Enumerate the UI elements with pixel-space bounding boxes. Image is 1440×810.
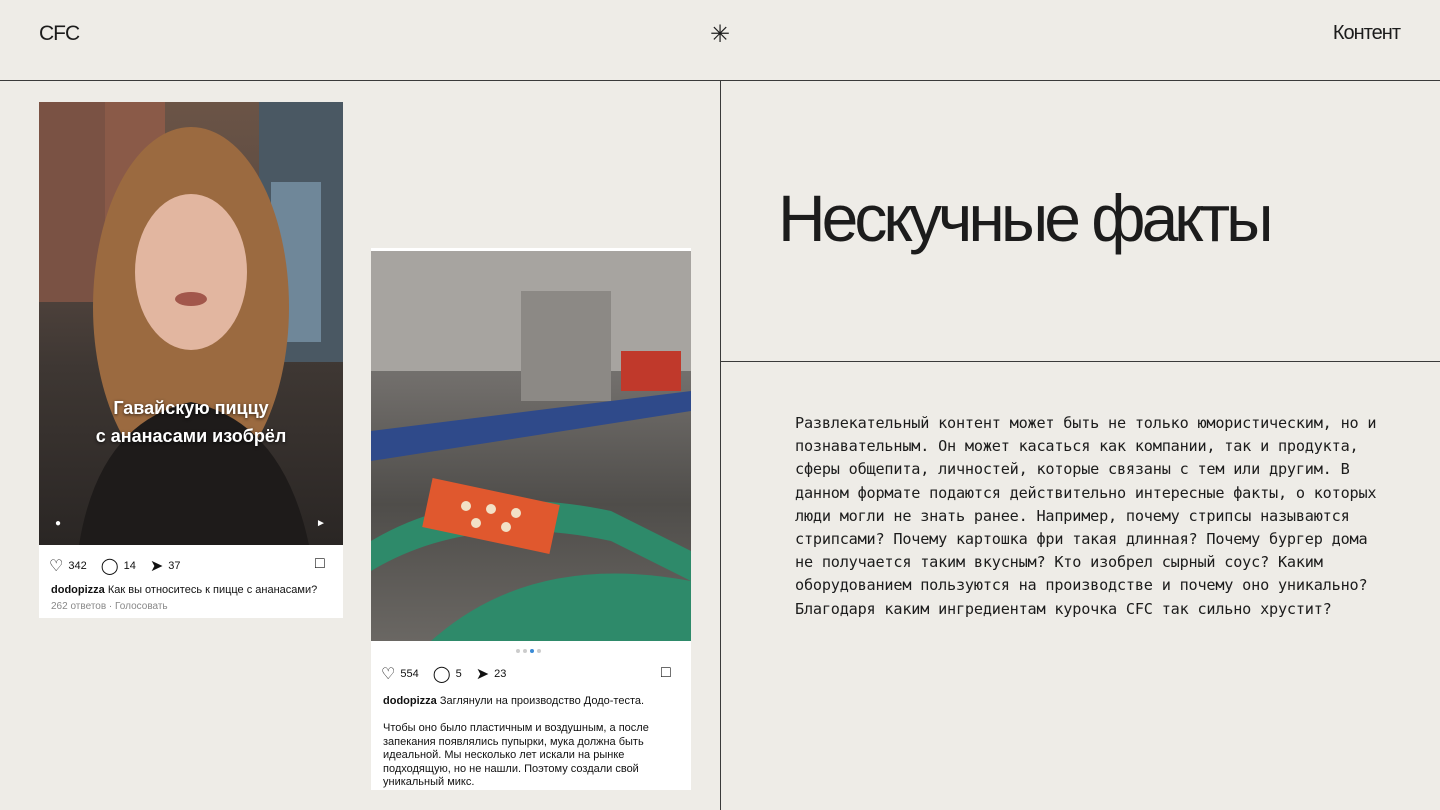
shares-count: 37 [168,560,181,572]
heart-icon[interactable]: ♡ [49,558,64,575]
nav-content-link[interactable]: Контент [1332,22,1400,44]
heart-icon[interactable]: ♡ [381,666,396,683]
caption-line-2: с ананасами изобрёл [95,426,287,446]
comments-count: 5 [455,668,462,680]
asterisk-icon: ✳ [710,21,731,48]
post-card-pizza[interactable] [39,102,343,618]
carousel-dot[interactable] [516,649,520,653]
page-title: Нескучные факты [778,181,1270,255]
brand-logo[interactable]: CFC [39,22,80,45]
header [0,0,1440,80]
share-icon[interactable]: ➤ [475,666,490,683]
post-caption [383,694,644,708]
post-description: Чтобы оно было пластичным и воздушным, а после запекания появлялись пупырки, мука должна быть идеальной. Мы несколько лет искали на рынке подходящую, но не нашли. Поэтому создали свой уникальный микс. [383,722,649,788]
post-actions [381,664,520,684]
comments-count: 14 [123,560,136,572]
bookmark-icon[interactable]: □ [315,555,325,572]
video-caption [39,394,343,450]
user-icon[interactable]: ● [55,518,62,529]
carousel-dot[interactable] [537,649,541,653]
post-actions [49,556,195,576]
sound-icon[interactable]: ► [316,518,326,529]
likes-count: 554 [400,668,419,680]
post-card-factory[interactable] [371,248,691,790]
share-icon[interactable]: ➤ [149,558,164,575]
carousel-dot-active[interactable] [530,649,534,653]
shares-count: 23 [494,668,507,680]
username[interactable]: dodopizza [51,584,105,596]
video-preview[interactable] [39,102,343,545]
carousel-dot[interactable] [523,649,527,653]
body-paragraph: Развлекательный контент может быть не только юмористическим, но и познавательным. Он может касаться как компании, так и продукта, сферы общепита, личностей, которые связаны с тем или другим. В данном формате подаются действительно интересные факты, о которых люди могли не знать ранее. Например, почему стрипсы называются стрипсами? Почему картошка фри такая длинная? Почему бургер дома не получается таким вкусным? Кто изобрел сырный соус? Каким оборудованием пользуются на производстве и почему оно уникально? Благодаря каким ингредиентам курочка CFC так сильно хрустит? [795,414,1377,618]
factory-illustration [371,251,691,641]
vertical-divider [720,80,721,810]
post-caption [51,583,317,597]
carousel-dots[interactable] [516,649,541,653]
bookmark-icon[interactable]: □ [661,664,671,681]
poll-meta[interactable]: 262 ответов · Голосовать [51,601,168,612]
username[interactable]: dodopizza [383,695,437,707]
comment-icon[interactable]: ◯ [432,666,451,683]
likes-count: 342 [68,560,87,572]
factory-photo[interactable] [371,251,691,641]
middle-divider [721,361,1440,362]
caption-line-1: Гавайскую пиццу [113,398,269,418]
woman-photo [39,102,343,545]
caption-text: Заглянули на производство Додо-теста. [439,695,645,707]
comment-icon[interactable]: ◯ [100,558,119,575]
caption-text: Как вы относитесь к пицце с ананасами? [107,584,318,596]
